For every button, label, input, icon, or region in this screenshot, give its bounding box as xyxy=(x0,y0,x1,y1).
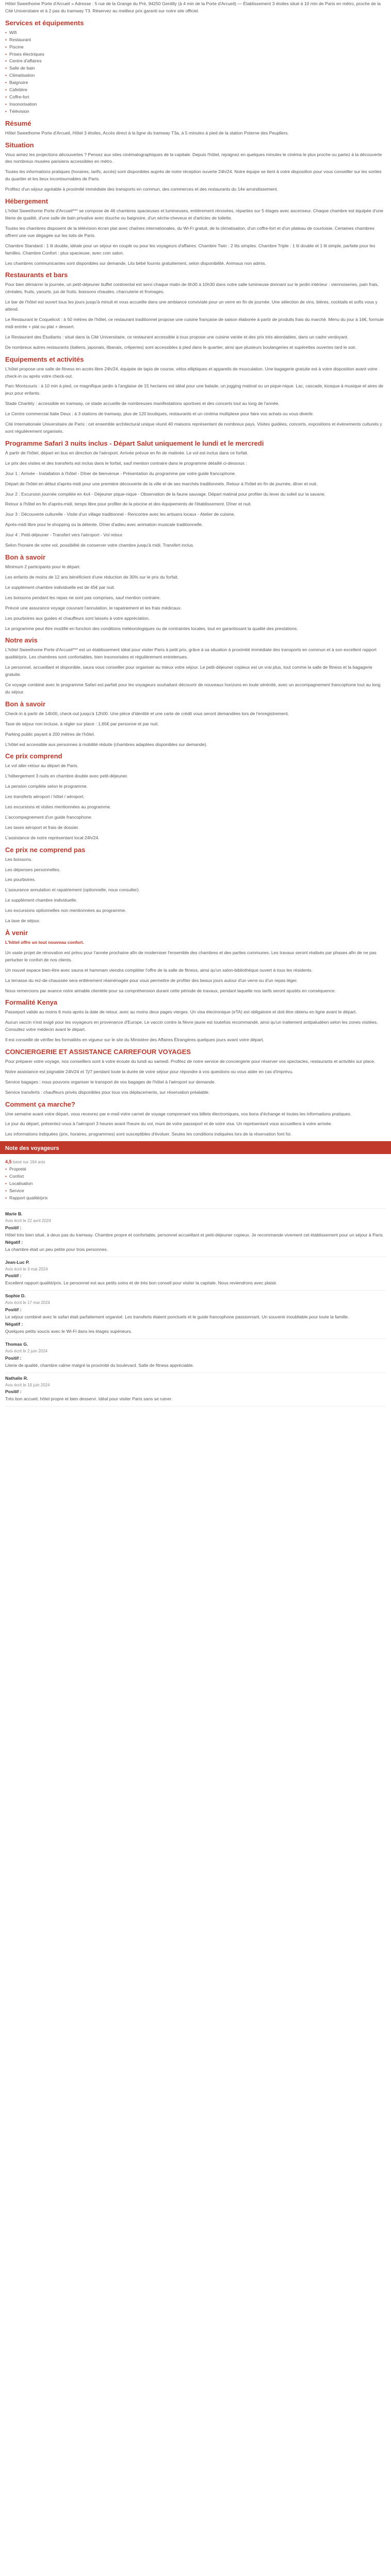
hebergement-section xyxy=(5,208,386,267)
bon-a-savoir-2-heading: Bon à savoir xyxy=(5,700,46,708)
conciergerie-section xyxy=(5,1058,386,1096)
notre-paragraph: L'hôtel Sweethome Porte d'Arcueil*** est un établissement idéal pour visiter Paris à petit prix, grâce à sa situation à proximité immédiate des transports en commun et à son excellent rapport qualité/prix. Les chambres sont confortables, bien insonorisées et régulièrement entretenues. xyxy=(5,647,377,660)
notre-avis-heading: Notre avis xyxy=(5,636,38,645)
bon-paragraph: Le programme peut être modifié en fonction des conditions météorologiques ou de contraintes locales, tout en garantissant la qualité des prestations. xyxy=(5,625,298,631)
programme-days xyxy=(5,470,386,549)
avenir-paragraph: La terrasse du rez-de-chaussée sera entièrement réaménagée pour vous permettre de profiter des beaux jours autour d'un verre ou d'un repas léger. xyxy=(5,977,298,983)
prixno-paragraph: Les dépenses personnelles. xyxy=(5,867,61,872)
resume-heading: Résumé xyxy=(5,119,31,127)
reviews-title: Note des voyageurs xyxy=(5,1145,59,1152)
equip-paragraph: Cité Internationale Universitaire de Paris : cet ensemble architectural unique réunit 40 maisons représentant de nombreux pays. Visites guidées, concerts, expositions et événements culturels y sont régulièrement organisés. xyxy=(5,421,382,434)
review-positive-text: Très bon accueil, hôtel propre et bien desservi. Idéal pour visiter Paris sans se ruiner. xyxy=(5,1396,173,1402)
prix-comprend-section xyxy=(5,762,386,841)
services-list xyxy=(5,29,386,115)
jours-paragraph: Selon l'horaire de votre vol, possibilité de conserver votre chambre jusqu'à midi. Transfert inclus. xyxy=(5,543,194,548)
a-venir-heading: À venir xyxy=(5,929,28,937)
review-item xyxy=(5,1291,386,1339)
service-item: • Cafetière xyxy=(5,87,386,94)
bon2-paragraph: L'hôtel est accessible aux personnes à mobilité réduite (chambres adaptées disponibles sur demande). xyxy=(5,741,207,747)
notre-paragraph: Le personnel, accueillant et disponible, saura vous conseiller pour organiser au mieux votre séjour. Le petit-déjeuner copieux est un vrai plus, tout comme la salle de fitness et la bagagerie gratuite. xyxy=(5,665,372,677)
notre-paragraph: Ce voyage combiné avec le programme Safari est parfait pour les voyageurs souhaitant découvrir de nouveaux horizons en toute sérénité, avec un accompagnement francophone tout au long du séjour. xyxy=(5,682,381,694)
review-date: Avis écrit le 2 juin 2024 xyxy=(5,1348,48,1353)
hebergement-paragraph: Toutes les chambres disposent de la télévision écran plat avec chaînes internationales, du Wi-Fi gratuit, de la climatisation, d'un coffre-fort et d'un plateau de courtoisie. Certaines chambres offrent une vue dégagée sur les toits de Paris. xyxy=(5,225,374,238)
comment-paragraph: Les informations indiquées (prix, horaires, programmes) sont susceptibles d'évoluer. Seules les conditions indiquées lors de la réservation font foi. xyxy=(5,1131,292,1137)
programme-heading: Programme Safari 3 nuits inclus - Départ Salut uniquement le lundi et le mercredi xyxy=(5,439,264,447)
comment-heading: Comment ça marche? xyxy=(5,1100,75,1108)
a-venir-section xyxy=(5,950,386,995)
review-positive-text: Le séjour combiné avec le safari était parfaitement organisé. Les transferts étaient ponctuels et le guide francophone passionnant. Un souvenir inoubliable pour toute la famille. xyxy=(5,1314,349,1320)
review-positive-text: Literie de qualité, chambre calme malgré la proximité du boulevard. Salle de fitness appréciable. xyxy=(5,1362,194,1368)
bon-paragraph: Les boissons pendant les repas ne sont pas comprises, sauf mention contraire. xyxy=(5,595,161,600)
formalite-paragraph: Il est conseillé de vérifier les formalités en vigueur sur le site du Ministère des Affaires Étrangères quelques jours avant votre départ. xyxy=(5,1037,264,1043)
review-author: Marie B. xyxy=(5,1211,23,1217)
a-venir-lead: L'hôtel offre un tout nouveau confort. xyxy=(5,939,84,945)
jours-paragraph: Retour à l'hôtel en fin d'après-midi, temps libre pour profiter de la piscine et des équipements de l'établissement. Dîner et nuit. xyxy=(5,501,252,507)
avenir-paragraph: Nous remercions par avance notre aimable clientèle pour sa compréhension durant cette période de travaux, pendant laquelle nos tarifs seront ajustés en conséquence. xyxy=(5,988,336,993)
prixno-paragraph: L'assurance annulation et rapatriement (optionnelle, nous consulter). xyxy=(5,887,140,893)
bon-paragraph: Prévoir une assurance voyage couvrant l'annulation, le rapatriement et les frais médicaux. xyxy=(5,605,182,611)
bon-paragraph: Les enfants de moins de 12 ans bénéficient d'une réduction de 30% sur le prix du forfait. xyxy=(5,574,179,580)
restaurants-paragraph: Le Restaurant le Coquelicot : à 50 mètres de l'hôtel, ce restaurant traditionnel propose une cuisine française de saison élaborée à partir de produits frais du marché. Menu du jour à 16€, formule midi entrée + plat ou plat + dessert. xyxy=(5,317,384,329)
review-negative-label: Négatif : xyxy=(5,1239,23,1245)
resume-text: Hôtel Sweethome Porte d'Arcueil, Hôtel 3 étoiles, Accès direct à la ligne du tramway T3a, à 5 minutes à pied de la station Poterne des Peupliers. xyxy=(5,130,289,135)
equip-paragraph: Le Centre commercial Italie Deux : à 3 stations de tramway, plus de 120 boutiques, restaurants et un cinéma multiplexe pour faire vos achats ou vous divertir. xyxy=(5,411,314,417)
prix-paragraph: L'hébergement 3 nuits en chambre double avec petit-déjeuner. xyxy=(5,773,128,779)
review-item xyxy=(5,1257,386,1291)
equip-paragraph: Parc Montsouris : à 10 min à pied, ce magnifique jardin à l'anglaise de 15 hectares est idéal pour une balade, un jogging matinal ou un pique-nique. Lac, cascade, kiosque à musique et aires de jeux pour enfants. xyxy=(5,383,384,396)
review-author: Thomas G. xyxy=(5,1341,28,1347)
situation-section xyxy=(5,151,386,194)
hebergement-paragraph: Les chambres communicantes sont disponibles sur demande. Lits bébé fournis gratuitement, selon disponibilité. Animaux non admis. xyxy=(5,260,266,266)
review-author: Jean-Luc P. xyxy=(5,1259,30,1265)
jours-paragraph: Jour 2 : Excursion journée complète en 4x4 - Déjeuner pique-nique - Observation de la faune sauvage. Départ matinal pour profiter du lever du soleil sur la savane. xyxy=(5,491,326,497)
jours-paragraph: Après-midi libre pour le shopping ou la détente. Dîner d'adieu avec animation musicale traditionnelle. xyxy=(5,522,203,528)
review-negative-text: La chambre était un peu petite pour trois personnes. xyxy=(5,1246,108,1252)
service-item: • Wifi xyxy=(5,29,386,37)
formalite-paragraph: Passeport valide au moins 6 mois après la date de retour, avec au moins deux pages vierges. Un visa électronique (eTA) est obligatoire et doit être obtenu en ligne avant le départ. xyxy=(5,1009,357,1015)
prix-paragraph: Les transferts aéroport / hôtel / aéroport. xyxy=(5,794,85,800)
bon-paragraph: Les pourboires aux guides et chauffeurs sont laissés à votre appréciation. xyxy=(5,615,150,621)
equip-paragraph: L'hôtel propose une salle de fitness en accès libre 24h/24, équipée de tapis de course, vélos elliptiques et appareils de musculation. Une bagagerie gratuite est à votre disposition avant votre check-in ou après votre check-out. xyxy=(5,366,378,379)
hebergement-paragraph: L'hôtel Sweethome Porte d'Arcueil*** se compose de 46 chambres spacieuses et lumineuses, entièrement rénovées, réparties sur 5 étages avec ascenseur. Chaque chambre est équipée d'une literie de qualité, d'une salle de bain privative avec douche ou baignoire, d'un sèche-cheveux et d'articles de toilette. xyxy=(5,208,383,221)
situation-paragraph: Profitez d'un séjour agréable à proximité immédiate des transports en commun, des commerces et des restaurants du 14e arrondissement. xyxy=(5,187,278,192)
formalite-heading: Formalité Kenya xyxy=(5,998,58,1007)
review-author: Sophie D. xyxy=(5,1293,26,1299)
review-positive-text: Hôtel très bien situé, à deux pas du tramway. Chambre propre et confortable, personnel accueillant et petit-déjeuner copieux. Je recommande vivement cet établissement pour un séjour à Paris. xyxy=(5,1232,384,1238)
situation-paragraph: Vous aimez les projections découvertes ? Pensez aux sites cinématographiques de la capitale. Depuis l'hôtel, rejoignez en quelques minutes le cinéma le plus proche ou partez à la découverte des nombreux musées parisiens accessibles en métro. xyxy=(5,151,382,164)
prixno-paragraph: Les boissons. xyxy=(5,856,32,862)
reviews-list xyxy=(5,1209,386,1406)
rating-criteria-list xyxy=(5,1166,386,1202)
prix-comprend-heading: Ce prix comprend xyxy=(5,752,62,760)
rating-criterion: • Rapport qualité/prix xyxy=(5,1195,386,1202)
rating-summary xyxy=(5,1156,386,1209)
prix-paragraph: Le vol aller-retour au départ de Paris. xyxy=(5,763,78,769)
service-item: • Insonorisation xyxy=(5,101,386,108)
restaurants-paragraph: Le bar de l'hôtel est ouvert tous les jours jusqu'à minuit et vous accueille dans une ambiance conviviale pour un verre en fin de journée. Une sélection de vins, bières, cocktails et softs vous y attend. xyxy=(5,299,378,312)
restaurants-paragraph: De nombreux autres restaurants (italiens, japonais, libanais, crêperies) sont accessibles à pied dans le quartier, ainsi que plusieurs boulangeries et supérettes ouvertes tard le soir. xyxy=(5,344,356,350)
rating-criterion: • Propreté xyxy=(5,1166,386,1173)
review-positive-text: Excellent rapport qualité/prix. Le personnel est aux petits soins et de très bon conseil pour visiter la capitale. Nous reviendrons avec plaisir. xyxy=(5,1280,278,1286)
restaurants-heading: Restaurants et bars xyxy=(5,271,68,279)
prixno-paragraph: Les pourboires. xyxy=(5,877,36,883)
service-item: • Centre d'affaires xyxy=(5,58,386,65)
programme-intro: À partir de l'hôtel, départ en bus en direction de l'aéroport. Arrivée prévue en fin de matinée. Le vol est inclus dans ce forfait. xyxy=(5,450,249,455)
comment-section xyxy=(5,1111,386,1139)
bon-paragraph: Minimum 2 participants pour le départ. xyxy=(5,564,81,569)
equip-paragraph: Stade Charléty : accessible en tramway, ce stade accueille de nombreuses manifestations sportives et des concerts tout au long de l'année. xyxy=(5,401,280,406)
situation-heading: Situation xyxy=(5,141,34,149)
service-item: • Coffre-fort xyxy=(5,94,386,101)
hebergement-paragraph: Chambre Standard : 1 lit double, idéale pour un séjour en couple ou pour les voyageurs d'affaires. Chambre Twin : 2 lits simples. Chambre Triple : 1 lit double et 1 lit simple, parfaite pour les familles. Chambre Confort : plus spacieuse, avec coin salon. xyxy=(5,243,376,256)
review-item xyxy=(5,1339,386,1373)
review-positive-label: Positif : xyxy=(5,1273,22,1279)
conc-paragraph: Notre assistance est joignable 24h/24 et 7j/7 pendant toute la durée de votre séjour pour répondre à vos questions ou vous aider en cas d'imprévu. xyxy=(5,1069,294,1074)
equipements-section xyxy=(5,366,386,435)
review-negative-text: Quelques petits soucis avec le Wi-Fi dans les étages supérieurs. xyxy=(5,1328,132,1334)
bon2-paragraph: Taxe de séjour non incluse, à régler sur place : 1,65€ par personne et par nuit. xyxy=(5,721,159,726)
jours-paragraph: Jour 3 : Découverte culturelle - Visite d'un village traditionnel - Rencontre avec les artisans locaux - Atelier de cuisine. xyxy=(5,512,235,517)
prix-exclut-section xyxy=(5,856,386,925)
conc-paragraph: Service bagages : nous pouvons organiser le transport de vos bagages de l'hôtel à l'aéroport sur demande. xyxy=(5,1079,216,1084)
service-item: • Restaurant xyxy=(5,37,386,44)
review-positive-label: Positif : xyxy=(5,1355,22,1361)
bon-a-savoir-section xyxy=(5,564,386,632)
comment-paragraph: Une semaine avant votre départ, vous recevrez par e-mail votre carnet de voyage comprenant vos billets électroniques, vos bons d'échange et toutes les informations pratiques. xyxy=(5,1111,352,1116)
equipements-heading: Equipements et activités xyxy=(5,355,84,363)
services-heading: Services et équipements xyxy=(5,19,84,27)
hebergement-heading: Hébergement xyxy=(5,197,48,206)
review-date: Avis écrit le 17 mai 2024 xyxy=(5,1300,51,1306)
prix-paragraph: L'assistance de notre représentant local 24h/24. xyxy=(5,835,100,840)
review-positive-label: Positif : xyxy=(5,1225,22,1230)
review-negative-label: Négatif : xyxy=(5,1321,23,1327)
jours-paragraph: Jour 1 : Arrivée - Installation à l'hôtel - Dîner de bienvenue - Présentation du programme par votre guide francophone. xyxy=(5,470,236,476)
bon2-paragraph: Check-in à partir de 14h00, check-out jusqu'à 12h00. Une pièce d'identité et une carte de crédit vous seront demandées lors de l'enregistrement. xyxy=(5,710,289,716)
review-positive-label: Positif : xyxy=(5,1307,22,1313)
service-item: • Baignoire xyxy=(5,79,386,87)
restaurants-section xyxy=(5,281,386,351)
restaurants-paragraph: Pour bien démarrer la journée, un petit-déjeuner buffet continental est servi chaque matin de 6h30 à 10h30 dans notre salle lumineuse donnant sur le jardin intérieur : viennoiseries, pain frais, céréales, fruits, yaourts, jus de fruits, boissons chaudes, charcuterie et fromages. xyxy=(5,282,379,295)
formalite-paragraph: Aucun vaccin n'est exigé pour les voyageurs en provenance d'Europe. Le vaccin contre la fièvre jaune est toutefois recommandé, ainsi qu'un traitement antipaludéen selon les zones visitées. Consultez votre médecin avant le départ. xyxy=(5,1020,378,1032)
situation-paragraph: Toutes les informations pratiques (horaires, tarifs, accès) sont disponibles auprès de notre réception ouverte 24h/24. Notre équipe se tient à votre disposition pour vous conseiller sur les sorties du quartier et les lieux incontournables de Paris. xyxy=(5,169,382,182)
bon-a-savoir-2-section xyxy=(5,710,386,749)
review-date: Avis écrit le 19 juin 2024 xyxy=(5,1382,50,1387)
rating-criterion: • Localisation xyxy=(5,1180,386,1188)
review-positive-label: Positif : xyxy=(5,1389,22,1395)
rating-count: basé sur 164 avis xyxy=(12,1160,45,1165)
conciergerie-heading: CONCIERGERIE ET ASSISTANCE CARREFOUR VOYAGES xyxy=(5,1048,191,1056)
prix-paragraph: Les taxes aéroport et frais de dossier. xyxy=(5,824,79,830)
prix-paragraph: L'accompagnement d'un guide francophone. xyxy=(5,814,93,820)
formalite-section xyxy=(5,1009,386,1044)
review-item xyxy=(5,1373,386,1407)
restaurants-paragraph: Le Restaurant des Étudiants : situé dans la Cité Universitaire, ce restaurant accessible à tous propose une cuisine variée et des prix très abordables, dans un cadre verdoyant. xyxy=(5,334,349,340)
service-item: • Salle de bain xyxy=(5,65,386,72)
bon-paragraph: Le supplément chambre individuelle est de 45€ par nuit. xyxy=(5,584,116,590)
prixno-paragraph: Les excursions optionnelles non mentionnées au programme. xyxy=(5,908,126,913)
service-item: • Prises électriques xyxy=(5,51,386,58)
comment-paragraph: Le jour du départ, présentez-vous à l'aéroport 3 heures avant l'heure du vol, muni de votre passeport et de votre visa. Un représentant vous accueillera à votre arrivée. xyxy=(5,1121,332,1127)
intro-text: Hôtel Sweethome Porte d'Arcueil » Adresse : 5 rue de la Grange du Pré, 94250 Gentilly (à 4 min de la Porte d'Arcueil) — Établissement 3 étoiles situé à 10 min de Paris en métro, proche de la Cité Universitaire et à 2 pas du tramway T3. Réservez au meilleur prix garanti sur notre site officiel. xyxy=(5,1,381,13)
review-date: Avis écrit le 22 avril 2024 xyxy=(5,1218,51,1223)
conc-paragraph: Pour préparer votre voyage, nos conseillers sont à votre écoute du lundi au samedi. Profitez de notre service de conciergerie pour réserver vos spectacles, restaurants et activités sur place. xyxy=(5,1058,376,1064)
rating-criterion: • Service xyxy=(5,1188,386,1195)
reviews-header xyxy=(0,1141,391,1154)
avenir-paragraph: Un nouvel espace bien-être avec sauna et hammam viendra compléter l'offre de la salle de fitness, ainsi qu'un salon-bibliothèque ouvert à tous les résidents. xyxy=(5,967,313,973)
main-content xyxy=(0,0,391,1138)
service-item: • Piscine xyxy=(5,44,386,51)
prix-paragraph: La pension complète selon le programme. xyxy=(5,784,88,789)
reviews-body xyxy=(0,1154,391,1410)
bon-a-savoir-heading: Bon à savoir xyxy=(5,553,46,562)
avenir-paragraph: Un vaste projet de rénovation est prévu pour l'année prochaine afin de moderniser l'ensemble des chambres et des parties communes. Les travaux seront réalisés par phases afin de ne pas perturber le confort de nos clients. xyxy=(5,950,377,962)
rating-criterion: • Confort xyxy=(5,1173,386,1180)
conc-paragraph: Service transferts : chauffeurs privés disponibles pour tous vos déplacements, sur réservation préalable. xyxy=(5,1089,210,1095)
bon2-paragraph: Parking public payant à 200 mètres de l'hôtel. xyxy=(5,731,95,737)
programme-lead: Le prix des visites et des transferts est inclus dans le forfait, sauf mention contraire dans le programme détaillé ci-dessous : xyxy=(5,460,247,466)
review-date: Avis écrit le 3 mai 2024 xyxy=(5,1266,48,1272)
prixno-paragraph: Le supplément chambre individuelle. xyxy=(5,897,77,903)
jours-paragraph: Jour 4 : Petit-déjeuner - Transfert vers l'aéroport - Vol retour. xyxy=(5,532,124,538)
prix-exclut-heading: Ce prix ne comprend pas xyxy=(5,845,86,854)
service-item: • Télévision xyxy=(5,108,386,115)
prixno-paragraph: La taxe de séjour. xyxy=(5,918,40,924)
jours-paragraph: Départ de l'hôtel en début d'après-midi pour une première découverte de la ville et de ses marchés traditionnels. Retour à l'hôtel en fin de journée, dîner et nuit. xyxy=(5,481,318,486)
service-item: • Climatisation xyxy=(5,72,386,79)
review-item xyxy=(5,1209,386,1257)
rating-score: 4,5 xyxy=(5,1159,12,1165)
prix-paragraph: Les excursions et visites mentionnées au programme. xyxy=(5,804,111,810)
review-author: Nathalie R. xyxy=(5,1375,28,1381)
notre-avis-section xyxy=(5,647,386,696)
